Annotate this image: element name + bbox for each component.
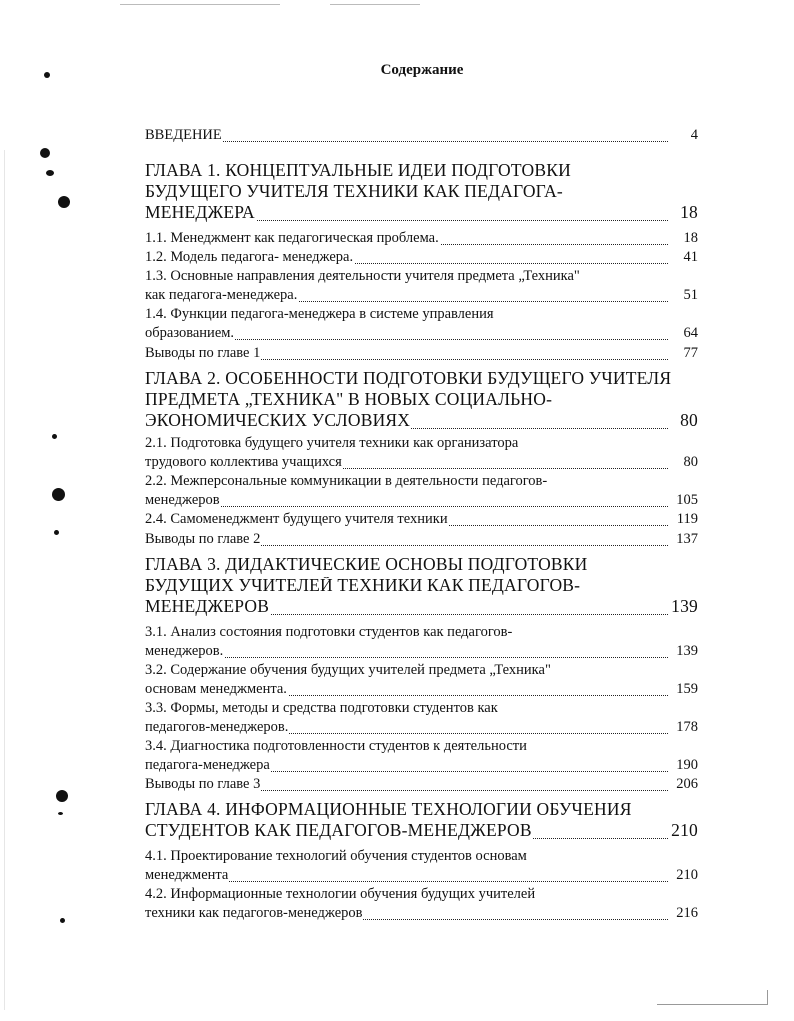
toc-page-number: 139	[671, 598, 698, 616]
toc-chapter-line	[145, 556, 698, 574]
scan-speck	[52, 434, 57, 439]
toc-chapter-line	[145, 391, 698, 409]
toc-entry-line	[145, 887, 698, 902]
toc-page-number: 51	[683, 288, 698, 303]
toc-entry-line	[145, 269, 698, 284]
toc-entry-text: 2.4. Самоменеджмент будущего учителя техники	[145, 512, 448, 527]
toc-entry-text: менеджмента	[145, 868, 229, 883]
toc-page-number: 18	[680, 204, 698, 222]
toc-entry-line	[145, 288, 698, 303]
toc-entry-line	[145, 231, 698, 246]
toc-page-number: 80	[683, 455, 698, 470]
toc-entry-line	[145, 128, 698, 143]
toc-entry-text: педагогов-менеджеров.	[145, 720, 289, 735]
toc-entry-line	[145, 307, 698, 322]
scan-speck	[58, 812, 63, 815]
scan-speck	[54, 530, 59, 535]
toc-page-number: 77	[683, 346, 698, 361]
toc-entry-line	[145, 739, 698, 754]
toc-entry-text: 1.3. Основные направления деятельности учителя предмета „Техника"	[145, 269, 580, 284]
toc-entry-text: педагога-менеджера	[145, 758, 270, 773]
toc-page-number: 210	[676, 868, 698, 883]
toc-entry-text: ГЛАВА 1. КОНЦЕПТУАЛЬНЫЕ ИДЕИ ПОДГОТОВКИ	[145, 162, 571, 180]
toc-entry-line	[145, 868, 698, 883]
toc-page-number: 105	[676, 493, 698, 508]
toc-entry-line	[145, 701, 698, 716]
toc-entry-line	[145, 849, 698, 864]
toc-entry-text: БУДУЩИХ УЧИТЕЛЕЙ ТЕХНИКИ КАК ПЕДАГОГОВ-	[145, 577, 581, 595]
toc-page-number: 64	[683, 326, 698, 341]
toc-page-number: 216	[676, 906, 698, 921]
toc-entry-text: 1.4. Функции педагога-менеджера в системе управления	[145, 307, 494, 322]
toc-entry-text: образованием.	[145, 326, 235, 341]
toc-page-number: 119	[676, 512, 698, 527]
toc-chapter-line	[145, 412, 698, 430]
toc-page-number: 80	[680, 412, 698, 430]
scan-speck	[40, 148, 50, 158]
toc-page-number: 18	[683, 231, 698, 246]
toc-entry-text: ЭКОНОМИЧЕСКИХ УСЛОВИЯХ	[145, 412, 411, 430]
toc-entry-text: 4.1. Проектирование технологий обучения студентов основам	[145, 849, 527, 864]
scan-edge-line	[330, 4, 420, 5]
toc-entry-line	[145, 474, 698, 489]
toc-entry-text: ПРЕДМЕТА „ТЕХНИКА" В НОВЫХ СОЦИАЛЬНО-	[145, 391, 553, 409]
toc-entry-text: трудового коллектива учащихся	[145, 455, 342, 470]
toc-page-number: 178	[676, 720, 698, 735]
scan-corner-mark	[657, 990, 768, 1005]
toc-entry-text: 2.1. Подготовка будущего учителя техники как организатора	[145, 436, 519, 451]
toc-chapter-line	[145, 162, 698, 180]
scan-speck	[46, 170, 54, 176]
toc-entry-line	[145, 532, 698, 547]
toc-entry-text: ГЛАВА 3. ДИДАКТИЧЕСКИЕ ОСНОВЫ ПОДГОТОВКИ	[145, 556, 588, 574]
toc-chapter-line	[145, 822, 698, 840]
toc-entry-text: 4.2. Информационные технологии обучения будущих учителей	[145, 887, 536, 902]
toc-chapter-line	[145, 577, 698, 595]
toc-entry-line	[145, 493, 698, 508]
scan-speck	[60, 918, 65, 923]
toc-entry-text: Выводы по главе 2	[145, 532, 261, 547]
toc-page-number: 190	[676, 758, 698, 773]
scan-edge-line	[120, 4, 280, 5]
toc-entry-line	[145, 512, 698, 527]
toc-entry-line	[145, 682, 698, 697]
toc-chapter-line	[145, 370, 698, 388]
toc-entry-line	[145, 663, 698, 678]
toc-page-number: 159	[676, 682, 698, 697]
scan-speck	[58, 196, 70, 208]
toc-entry-text: менеджеров.	[145, 644, 224, 659]
toc-entry-line	[145, 436, 698, 451]
toc-entry-text: Выводы по главе 1	[145, 346, 261, 361]
toc-entry-text: ГЛАВА 4. ИНФОРМАЦИОННЫЕ ТЕХНОЛОГИИ ОБУЧЕНИЯ	[145, 801, 632, 819]
toc-entry-line	[145, 720, 698, 735]
toc-page-number: 41	[683, 250, 698, 265]
toc-entry-text: ВВЕДЕНИЕ	[145, 128, 222, 143]
toc-entry-text: основам менеджмента.	[145, 682, 287, 697]
toc-dot-leader	[145, 506, 668, 507]
toc-entry-text: МЕНЕДЖЕРА	[145, 204, 255, 222]
toc-entry-text: 1.1. Менеджмент как педагогическая проблема.	[145, 231, 439, 246]
toc-chapter-line	[145, 801, 698, 819]
toc-entry-text: 3.2. Содержание обучения будущих учителей предмета „Техника"	[145, 663, 551, 678]
toc-entry-line	[145, 346, 698, 361]
toc-entry-text: БУДУЩЕГО УЧИТЕЛЯ ТЕХНИКИ КАК ПЕДАГОГА-	[145, 183, 563, 201]
toc-entry-line	[145, 777, 698, 792]
toc-entry-text: Выводы по главе 3	[145, 777, 261, 792]
toc-entry-text: как педагога-менеджера.	[145, 288, 298, 303]
toc-entry-text: 3.4. Диагностика подготовленности студентов к деятельности	[145, 739, 527, 754]
toc-page-number: 210	[671, 822, 698, 840]
toc-page-number: 4	[690, 128, 698, 143]
toc-chapter-line	[145, 598, 698, 616]
toc-entry-line	[145, 644, 698, 659]
toc-dot-leader	[145, 141, 668, 142]
toc-entry-line	[145, 250, 698, 265]
toc-entry-text: техники как педагогов-менеджеров	[145, 906, 363, 921]
toc-chapter-line	[145, 204, 698, 222]
toc-entry-text: 3.3. Формы, методы и средства подготовки студентов как	[145, 701, 498, 716]
scan-speck	[56, 790, 68, 802]
toc-entry-text: МЕНЕДЖЕРОВ	[145, 598, 270, 616]
toc-entry-line	[145, 906, 698, 921]
toc-entry-line	[145, 326, 698, 341]
toc-entry-text: 2.2. Межперсональные коммуникации в деятельности педагогов-	[145, 474, 548, 489]
toc-entry-text: ГЛАВА 2. ОСОБЕННОСТИ ПОДГОТОВКИ БУДУЩЕГО УЧИТЕЛЯ	[145, 370, 672, 388]
toc-entry-text: 3.1. Анализ состояния подготовки студентов как педагогов-	[145, 625, 513, 640]
scan-left-edge	[4, 150, 5, 1010]
toc-chapter-line	[145, 183, 698, 201]
toc-entry-text: менеджеров	[145, 493, 220, 508]
toc-entry-text: 1.2. Модель педагога- менеджера.	[145, 250, 354, 265]
toc-entry-line	[145, 758, 698, 773]
toc-page-number: 137	[676, 532, 698, 547]
toc-entry-line	[145, 455, 698, 470]
toc-page-number: 139	[676, 644, 698, 659]
toc-entry-line	[145, 625, 698, 640]
toc-entry-text: СТУДЕНТОВ КАК ПЕДАГОГОВ-МЕНЕДЖЕРОВ	[145, 822, 532, 840]
page-title: Содержание	[380, 62, 464, 78]
scan-speck	[52, 488, 65, 501]
toc-page-number: 206	[676, 777, 698, 792]
